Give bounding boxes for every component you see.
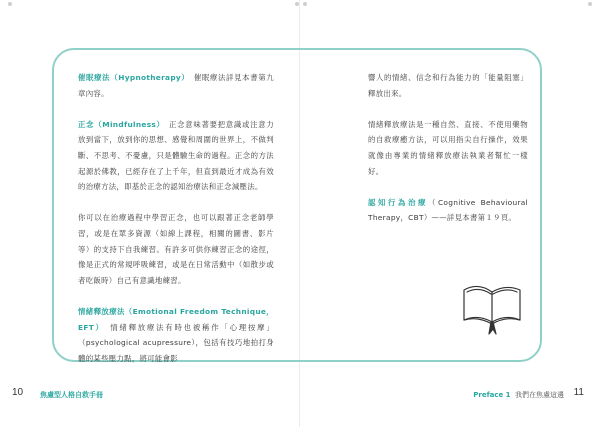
footer-title: 焦慮型人格自救手冊 bbox=[40, 391, 103, 399]
page-number-left: 10 bbox=[12, 387, 24, 398]
page-number-right: 11 bbox=[573, 387, 584, 398]
paragraph-hypnotherapy bbox=[78, 70, 274, 101]
term-heading: 認知行為治療 bbox=[368, 197, 428, 207]
open-book-icon bbox=[460, 276, 524, 338]
term-heading: 正念（Mindfulness） bbox=[78, 119, 161, 129]
term-heading: 情緒釋放療法（Emotional Freedom Technique，EFT） bbox=[78, 306, 274, 332]
crop-mark bbox=[295, 2, 299, 6]
crop-mark bbox=[8, 2, 12, 6]
paragraph-text: 情緒釋放療法是一種自然、直接、不使用藥物的自救療癒方法，可以用指尖自行操作，效果就像由專業的情緒釋放療法執業者幫忙一樣好。 bbox=[368, 119, 528, 176]
right-column bbox=[368, 70, 528, 242]
paragraph-cbt bbox=[368, 195, 528, 226]
footer-right bbox=[473, 390, 564, 400]
crop-mark bbox=[588, 2, 592, 6]
paragraph-text: 響人的情緒、信念和行為能力的「能量阻塞」釋放出來。 bbox=[368, 73, 528, 98]
footer-label: Preface 1 bbox=[473, 391, 511, 399]
paragraph-text: 催眠療法詳見本書第九章內容。 bbox=[78, 73, 274, 98]
paragraph-eft-continued bbox=[368, 70, 528, 101]
paragraph-text: 情緒釋放療法有時也被稱作「心理按摩」（psychological acupressure），包括有技巧地拍打身體的某些壓力點，將可能會影 bbox=[78, 322, 274, 363]
paragraph-eft-summary bbox=[368, 117, 528, 179]
footer-left bbox=[40, 390, 103, 400]
paragraph-mindfulness bbox=[78, 117, 274, 195]
paragraph-text: 你可以在治療過程中學習正念，也可以跟著正念老師學習，或是在眾多資源（如線上課程，相關的圖書、影片等）的支持下自我練習。有許多可供你練習正念的途徑，像是正式的常規呼吸練習，或是在日常活動中（如散步或者吃飯時）自己有意識地練習。 bbox=[78, 213, 274, 285]
left-column bbox=[78, 70, 274, 382]
paragraph-mindfulness-practice bbox=[78, 210, 274, 288]
paragraph-eft bbox=[78, 304, 274, 366]
term-heading: 催眠療法（Hypnotherapy） bbox=[78, 73, 186, 82]
footer-title: 我們在焦慮這邊 bbox=[515, 391, 564, 399]
crop-mark bbox=[303, 2, 307, 6]
paragraph-text: （Cognitive Behavioural Therapy，CBT）——詳見本書第１９頁。 bbox=[368, 197, 528, 223]
paragraph-text: 正念意味著要把意識或注意力放到當下，放到你的思想、感覺和周圍的世界上，不做判斷、不思考、不憂慮，只是體驗生命的過程。正念的方法起源於佛教，已經存在了上千年，但直到最近才成為有效的治療方法，即基於正念的認知治療法和正念減壓法。 bbox=[78, 119, 274, 192]
